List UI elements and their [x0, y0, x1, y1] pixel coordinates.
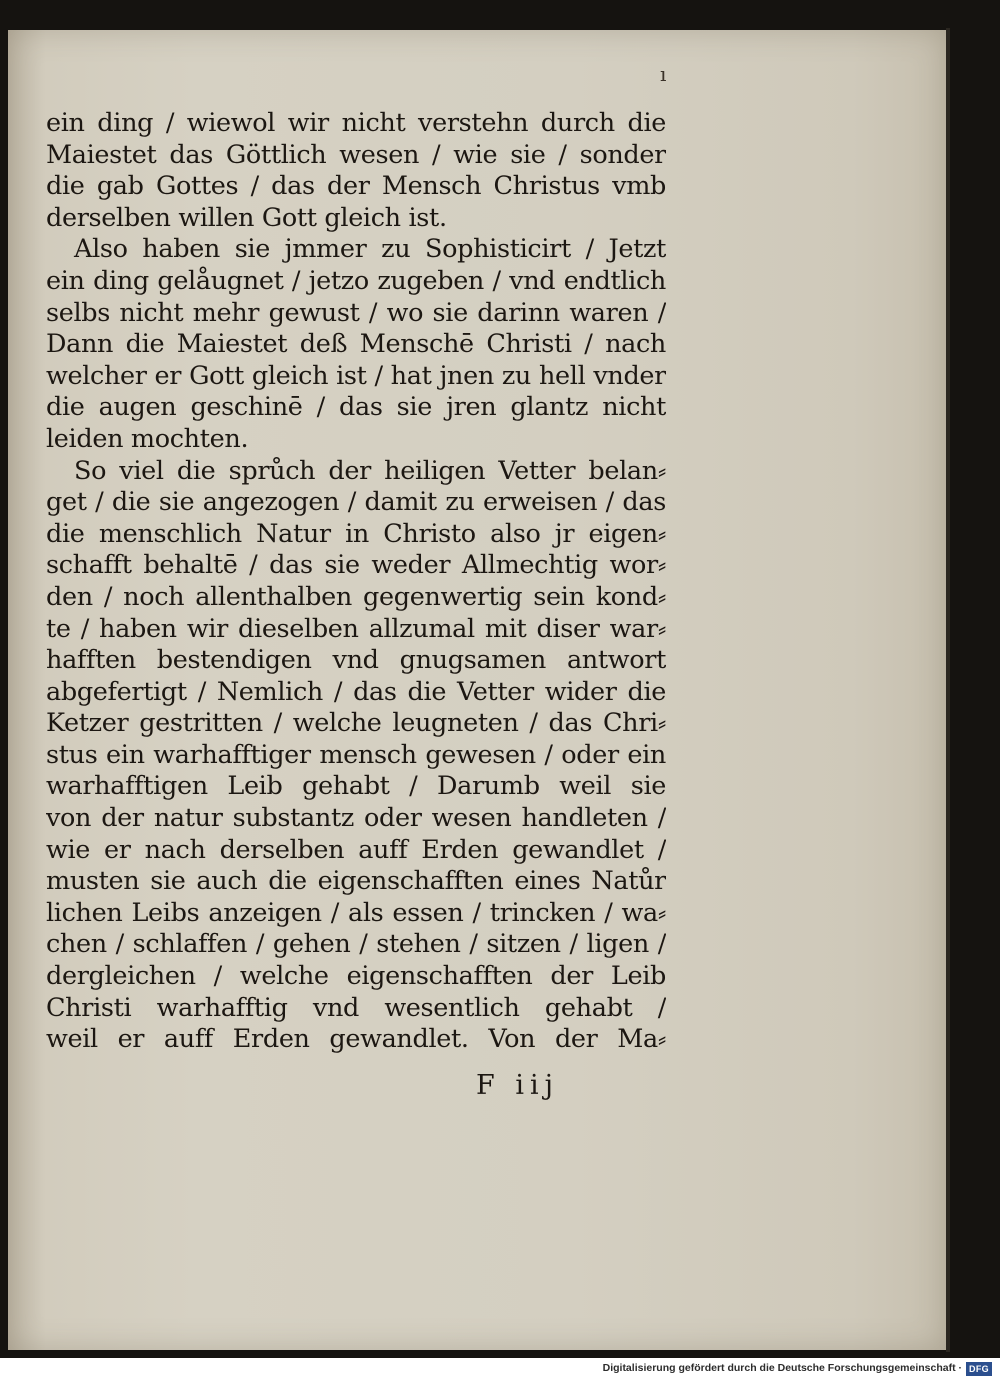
page-text — [46, 108, 666, 1056]
text-line: leiden mochten. — [46, 423, 249, 454]
paragraph-start-line: So viel die sprůch der heiligen Vetter belan⸗ — [74, 455, 666, 486]
text-line: selbs nicht mehr gewust / wo sie darinn waren / — [46, 297, 666, 328]
text-line: schafft behaltē / das sie weder Allmechtig wor⸗ — [46, 550, 666, 581]
text-line: welcher er Gott gleich ist / hat jnen zu hell vnder — [46, 360, 666, 391]
text-line: ein ding gelåugnet / jetzo zugeben / vnd endtlich — [46, 265, 666, 296]
footer-credit: Digitalisierung gefördert durch die Deutsche Forschungsgemeinschaft · — [602, 1362, 962, 1374]
signature-mark: F iij — [476, 1070, 559, 1101]
text-line: die menschlich Natur in Christo also jr eigen⸗ — [46, 518, 666, 549]
text-line: derselben willen Gott gleich ist. — [46, 202, 447, 233]
text-line: von der natur substantz oder wesen handleten / — [46, 803, 666, 834]
text-line: musten sie auch die eigenschafften eines Natůr — [46, 866, 666, 897]
text-line: wie er nach derselben auff Erden gewandlet / — [46, 834, 666, 865]
text-line: chen / schlaffen / gehen / stehen / sitzen / ligen / — [46, 929, 666, 960]
text-line: weil er auff Erden gewandlet. Von der Ma⸗ — [46, 1024, 666, 1055]
text-line: Dann die Maiestet deß Menschē Christi / nach — [46, 329, 666, 360]
dfg-logo[interactable]: DFG — [966, 1362, 992, 1376]
text-line: die gab Gottes / das der Mensch Christus vmb — [46, 171, 666, 202]
text-line: stus ein warhafftiger mensch gewesen / oder ein — [46, 739, 666, 770]
text-line: get / die sie angezogen / damit zu erweisen / das — [46, 487, 666, 518]
text-line: hafften bestendigen vnd gnugsamen antwort — [46, 645, 666, 676]
text-line: ein ding / wiewol wir nicht verstehn durch die — [46, 108, 666, 138]
corner-mark: ı — [660, 62, 667, 86]
text-line: Christi warhafftig vnd wesentlich gehabt / — [46, 992, 666, 1023]
text-line: den / noch allenthalben gegenwertig sein kond⸗ — [46, 581, 666, 612]
text-line: Maiestet das Göttlich wesen / wie sie / sonder — [46, 139, 666, 170]
text-line: abgefertigt / Nemlich / das die Vetter wider die — [46, 676, 666, 707]
page-edge — [946, 28, 950, 1352]
text-line: dergleichen / welche eigenschafften der Leib — [46, 961, 666, 992]
paragraph-start-line: Also haben sie jmmer zu Sophisticirt / Jetzt — [74, 234, 666, 265]
text-line: die augen geschinē / das sie jren glantz nicht — [46, 392, 666, 423]
text-line: te / haben wir dieselben allzumal mit diser war⸗ — [46, 613, 666, 644]
text-line: lichen Leibs anzeigen / als essen / trincken / wa⸗ — [46, 897, 666, 928]
text-line: warhafftigen Leib gehabt / Darumb weil sie — [46, 771, 666, 802]
text-line: Ketzer gestritten / welche leugneten / das Chri⸗ — [46, 708, 666, 739]
